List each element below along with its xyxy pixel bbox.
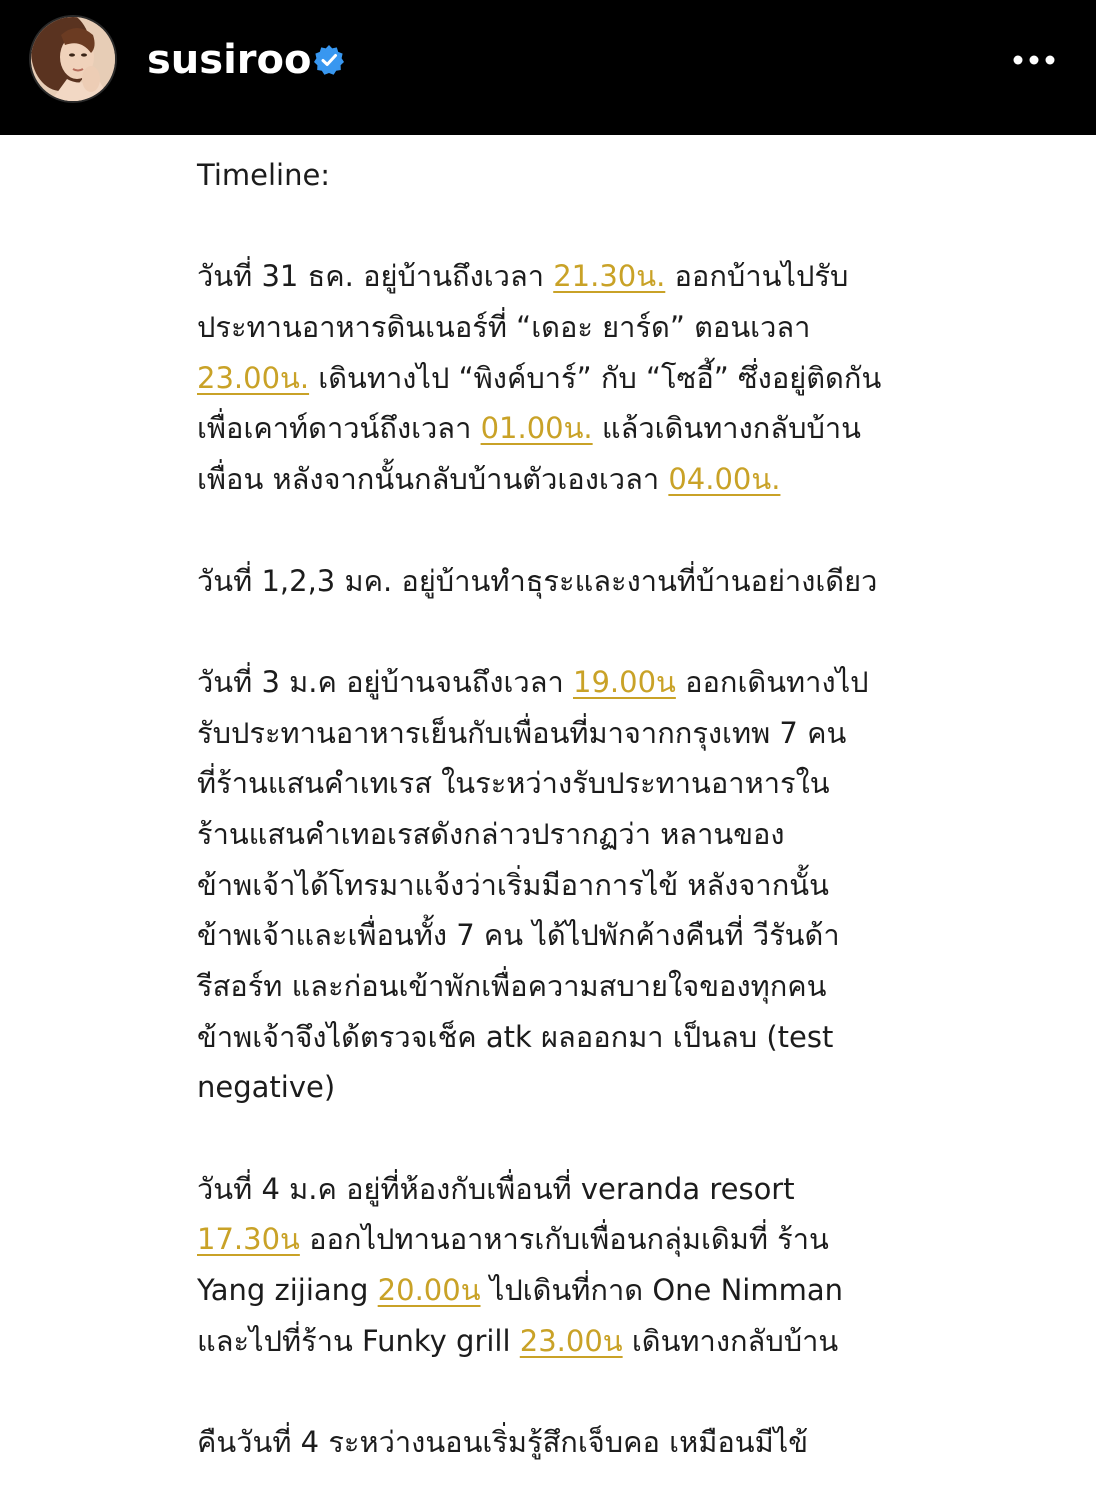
paragraph-gap: [197, 505, 917, 556]
time-highlight: 01.00น.: [480, 411, 593, 446]
line-text: วันที่ 1,2,3 มค. อยู่บ้านทำธุระและงานที่บ้านอย่างเดียว: [197, 563, 878, 598]
timeline-paragraph: [197, 657, 917, 1113]
line-text: และไปที่ร้าน Funky grill: [197, 1323, 520, 1358]
line-text: ออกไปทานอาหารเกับเพื่อนกลุ่มเดิมที่ ร้าน: [299, 1222, 829, 1257]
text-line: [197, 556, 917, 607]
line-text: วันที่ 3 ม.ค อยู่บ้านจนถึงเวลา: [197, 664, 573, 699]
avatar-photo-icon: [31, 17, 115, 101]
avatar[interactable]: [29, 15, 117, 103]
time-highlight: 23.00น.: [197, 360, 310, 395]
line-text: แล้วเดินทางกลับบ้าน: [592, 411, 862, 446]
post-text: [197, 150, 917, 1468]
text-line: [197, 758, 917, 809]
text-line: [197, 302, 917, 353]
text-line: [197, 1062, 917, 1113]
line-text: ที่ร้านแสนคำเทเรส ในระหว่างรับประทานอาหารใน: [197, 766, 830, 801]
timeline-paragraph: [197, 1417, 917, 1468]
text-line: [197, 657, 917, 708]
text-line: [197, 1265, 917, 1316]
text-line: [197, 251, 917, 302]
text-line: [197, 1214, 917, 1265]
line-text: ประทานอาหารดินเนอร์ที่ “เดอะ ยาร์ด” ตอนเวลา: [197, 310, 811, 345]
line-text: เดินทางกลับบ้าน: [622, 1323, 839, 1358]
line-text: วันที่ 31 ธค. อยู่บ้านถึงเวลา: [197, 259, 554, 294]
line-text: ออกเดินทางไป: [675, 664, 869, 699]
line-text: รับประทานอาหารเย็นกับเพื่อนที่มาจากกรุงเทพ 7 คน: [197, 715, 847, 750]
line-text: ออกบ้านไปรับ: [665, 259, 849, 294]
line-text: ไปเดินที่กาด One Nimman: [480, 1273, 843, 1308]
line-text: ร้านแสนคำเทอเรสดังกล่าวปรากฏว่า หลานของ: [197, 816, 785, 851]
paragraph-gap: [197, 1367, 917, 1418]
verified-badge-icon: [313, 44, 345, 76]
more-options-icon[interactable]: [1008, 40, 1060, 80]
text-line: [197, 1164, 917, 1215]
timeline-paragraphs: [197, 251, 917, 1468]
line-text: negative): [197, 1070, 336, 1105]
line-text: ข้าพเจ้าได้โทรมาแจ้งว่าเริ่มมีอาการไข้ หลังจากนั้น: [197, 867, 829, 902]
time-highlight: 19.00น: [573, 664, 676, 699]
timeline-paragraph: [197, 556, 917, 607]
text-line: [197, 1316, 917, 1367]
text-line: [197, 403, 917, 454]
username[interactable]: susiroo: [147, 37, 312, 83]
text-line: [197, 809, 917, 860]
line-text: วันที่ 4 ม.ค อยู่ที่ห้องกับเพื่อนที่ veranda resort: [197, 1171, 795, 1206]
line-text: ข้าพเจ้าจึงได้ตรวจเช็ค atk ผลออกมา เป็นลบ (test: [197, 1019, 834, 1054]
text-line: [197, 1012, 917, 1063]
text-line: [197, 860, 917, 911]
profile-header: [0, 0, 1096, 135]
text-line: [197, 910, 917, 961]
line-text: คืนวันที่ 4 ระหว่างนอนเริ่มรู้สึกเจ็บคอ เหมือนมีไข้: [197, 1425, 809, 1460]
line-text: ข้าพเจ้าและเพื่อนทั้ง 7 คน ได้ไปพักค้างคืนที่ วีรันด้า: [197, 918, 840, 953]
time-highlight: 23.00น: [519, 1323, 623, 1358]
time-highlight: 17.30น: [197, 1222, 300, 1257]
text-line: [197, 1417, 917, 1468]
timeline-paragraph: [197, 1164, 917, 1367]
text-line: [197, 454, 917, 505]
paragraph-gap: [197, 1113, 917, 1164]
text-line: [197, 353, 917, 404]
paragraph-gap: [197, 606, 917, 657]
time-highlight: 21.30น.: [553, 259, 666, 294]
line-text: Yang zijiang: [197, 1273, 378, 1308]
timeline-paragraph: [197, 251, 917, 504]
text-line: [197, 961, 917, 1012]
timeline-title: Timeline:: [197, 158, 331, 192]
line-text: รีสอร์ท และก่อนเข้าพักเพื่อความสบายใจของทุกคน: [197, 969, 827, 1003]
time-highlight: 04.00น.: [668, 462, 781, 497]
line-text: เพื่อเคาท์ดาวน์ถึงเวลา: [197, 411, 481, 446]
time-highlight: 20.00น: [377, 1273, 481, 1308]
text-line: [197, 708, 917, 759]
line-text: เดินทางไป “พิงค์บาร์” กับ “โซอี้” ซึ่งอยู่ติดกัน: [309, 360, 882, 395]
line-text: เพื่อน หลังจากนั้นกลับบ้านตัวเองเวลา: [197, 462, 669, 497]
